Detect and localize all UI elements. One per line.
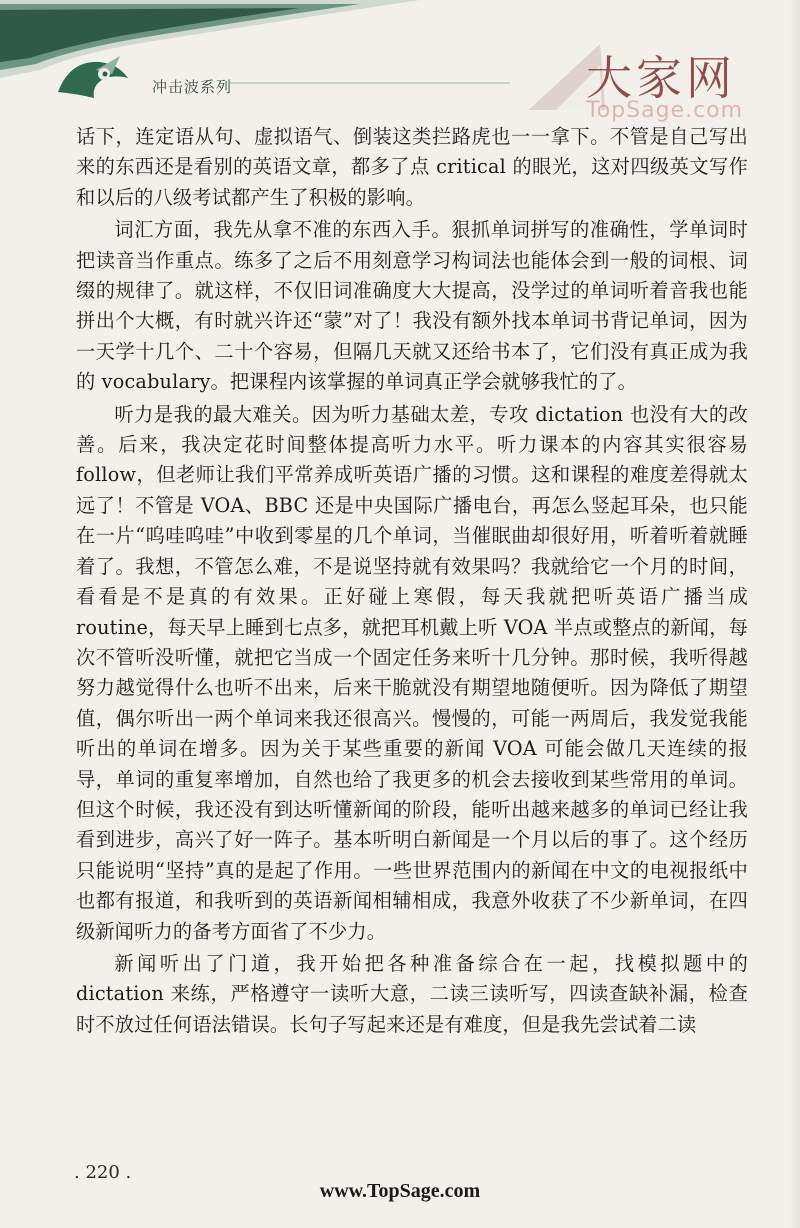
page-edge-shadow (790, 0, 800, 1228)
paragraph: 听力是我的最大难关。因为听力基础太差，专攻 dictation 也没有大的改善。后来，我决定花时间整体提高听力水平。听力课本的内容其实很容易 follow，但老师让我们平常养成听英语广播的习惯。这和课程的难度差得就太远了！不管是 VOA、BBC 还是中央国际广播电台，再怎么竖起耳朵，也只能在一片“呜哇呜哇”中收到零星的几个单词，当催眠曲却很好用，听着听着就睡着了。我想，不管怎么难，不是说坚持就有效果吗？我就给它一个月的时间，看看是不是真的有效果。正好碰上寒假，每天我就把听英语广播当成 routine，每天早上睡到七点多，就把耳机戴上听 VOA 半点或整点的新闻，每次不管听没听懂，就把它当成一个固定任务来听十几分钟。那时候，我听得越努力越觉得什么也听不出来，后来干脆就没有期望地随便听。因为降低了期望值，偶尔听出一两个单词来我还很高兴。慢慢的，可能一两周后，我发觉我能听出的单词在增多。因为关于某些重要的新闻 VOA 可能会做几天连续的报导，单词的重复率增加，自然也给了我更多的机会去接收到某些常用的单词。但这个时候，我还没有到达听懂新闻的阶段，能听出越来越多的单词已经让我看到进步，高兴了好一阵子。基本听明白新闻是一个月以后的事了。这个经历只能说明“坚持”真的是起了作用。一些世界范围内的新闻在中文的电视报纸中也都有报道，和我听到的英语新闻相辅相成，我意外收获了不少新单词，在四级新闻听力的备考方面省了不少力。 (76, 402, 748, 943)
series-title: 冲击波系列 (152, 78, 233, 96)
site-logo (516, 40, 776, 124)
logo-text: 大家网 (586, 51, 736, 105)
footer-url: www.TopSage.com (319, 1180, 481, 1202)
page-header (0, 0, 800, 123)
paragraph: 话下，连定语从句、虚拟语气、倒装这类拦路虎也一一拿下。不管是自己写出来的东西还是看别的英语文章，都多了点 critical 的眼光，这对四级英文写作和以后的八级考试都产生了积极的影响。 (76, 125, 748, 209)
paragraph: 词汇方面，我先从拿不准的东西入手。狠抓单词拼写的准确性，学单词时把读音当作重点。练多了之后不用刻意学习构词法也能体会到一般的词根、词缀的规律了。就这样，不仅旧词准确度大大提高，没学过的单词听着音我也能拼出个大概，有时就兴许还“蒙”对了！我没有额外找本单词书背记单词，因为一天学十几个、二十个容易，但隔几天就又还给书本了，它们没有真正成为我的 vocabulary。把课程内该掌握的单词真正学会就够我忙的了。 (76, 218, 748, 394)
page-body (76, 122, 748, 1042)
paragraph: 新闻听出了门道，我开始把各种准备综合在一起，找模拟题中的 dictation 来练，严格遵守一读听大意，二读三读听写，四读查缺补漏，检查时不放过任何语法错误。长句子写起来还是有难度，但是我先尝试着二读 (76, 951, 748, 1036)
header-rule (230, 82, 510, 84)
logo-watermark-text: TopSage.com (586, 98, 744, 123)
page-number: . 220 . (74, 1162, 132, 1183)
series-emblem-icon (58, 56, 128, 98)
